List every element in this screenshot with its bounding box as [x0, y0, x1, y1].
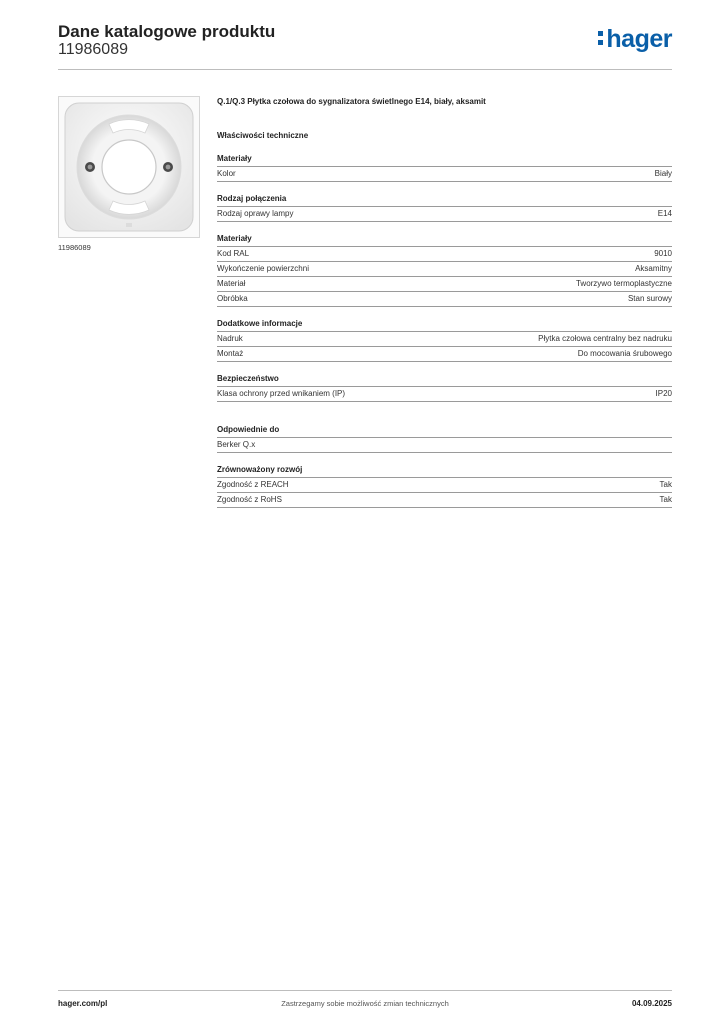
row-value: Do mocowania śrubowego: [577, 349, 672, 358]
section-connection-type: [217, 194, 672, 222]
row-label: Berker Q.x: [217, 440, 256, 449]
product-details: [217, 96, 672, 508]
row-value: Biały: [654, 169, 672, 178]
footer-site-link[interactable]: hager.com/pl: [58, 999, 108, 1008]
table-row: [217, 347, 672, 362]
section-suitable-for: [217, 425, 672, 453]
row-value: Tak: [659, 495, 672, 504]
row-value: Tak: [659, 480, 672, 489]
logo-colon-icon: [598, 31, 604, 49]
row-value: Tworzywo termoplastyczne: [575, 279, 672, 288]
table-row: [217, 493, 672, 508]
product-number: 11986089: [58, 41, 128, 58]
row-label: Rodzaj oprawy lampy: [217, 209, 294, 218]
product-image: [58, 96, 200, 238]
image-caption: 11986089: [58, 243, 91, 252]
table-row: [217, 387, 672, 402]
table-row: [217, 262, 672, 277]
row-label: Zgodność z REACH: [217, 480, 289, 489]
section-sustainability: [217, 465, 672, 508]
section-title: Materiały: [217, 234, 672, 247]
row-value: Płytka czołowa centralny bez nadruku: [538, 334, 672, 343]
table-row: [217, 478, 672, 493]
section-title: Rodzaj połączenia: [217, 194, 672, 207]
section-materials-details: [217, 234, 672, 307]
row-label: Nadruk: [217, 334, 243, 343]
page-title: Dane katalogowe produktu: [58, 22, 276, 41]
row-label: Klasa ochrony przed wnikaniem (IP): [217, 389, 346, 398]
row-label: Obróbka: [217, 294, 248, 303]
section-title: Zrównoważony rozwój: [217, 465, 672, 478]
table-row: [217, 438, 672, 453]
section-additional-info: [217, 319, 672, 362]
row-label: Zgodność z RoHS: [217, 495, 282, 504]
row-value: IP20: [655, 389, 672, 398]
cover-plate-illustration: [59, 97, 199, 237]
row-label: Kolor: [217, 169, 236, 178]
table-row: [217, 332, 672, 347]
table-row: [217, 292, 672, 307]
row-value: 9010: [654, 249, 672, 258]
properties-title: Właściwości techniczne: [217, 131, 309, 140]
table-row: [217, 247, 672, 262]
logo-text: hager: [606, 25, 672, 53]
hager-logo: [598, 26, 672, 52]
footer-notice: Zastrzegamy sobie możliwość zmian technicznych: [281, 999, 449, 1008]
page-footer: [58, 990, 672, 1014]
product-description: Q.1/Q.3 Płytka czołowa do sygnalizatora świetlnego E14, biały, aksamit: [217, 97, 486, 106]
row-label: Wykończenie powierzchni: [217, 264, 309, 273]
table-row: [217, 277, 672, 292]
section-title: Bezpieczeństwo: [217, 374, 672, 387]
row-label: Kod RAL: [217, 249, 250, 258]
section-title: Materiały: [217, 154, 672, 167]
row-label: Materiał: [217, 279, 246, 288]
section-title: Odpowiednie do: [217, 425, 672, 438]
page-header: [58, 22, 672, 70]
section-safety: [217, 374, 672, 402]
table-row: [217, 207, 672, 222]
row-label: Montaż: [217, 349, 244, 358]
section-materials-color: [217, 154, 672, 182]
footer-date: 04.09.2025: [631, 999, 672, 1008]
table-row: [217, 167, 672, 182]
row-value: Aksamitny: [635, 264, 672, 273]
row-value: E14: [657, 209, 672, 218]
row-value: Stan surowy: [627, 294, 672, 303]
section-title: Dodatkowe informacje: [217, 319, 672, 332]
